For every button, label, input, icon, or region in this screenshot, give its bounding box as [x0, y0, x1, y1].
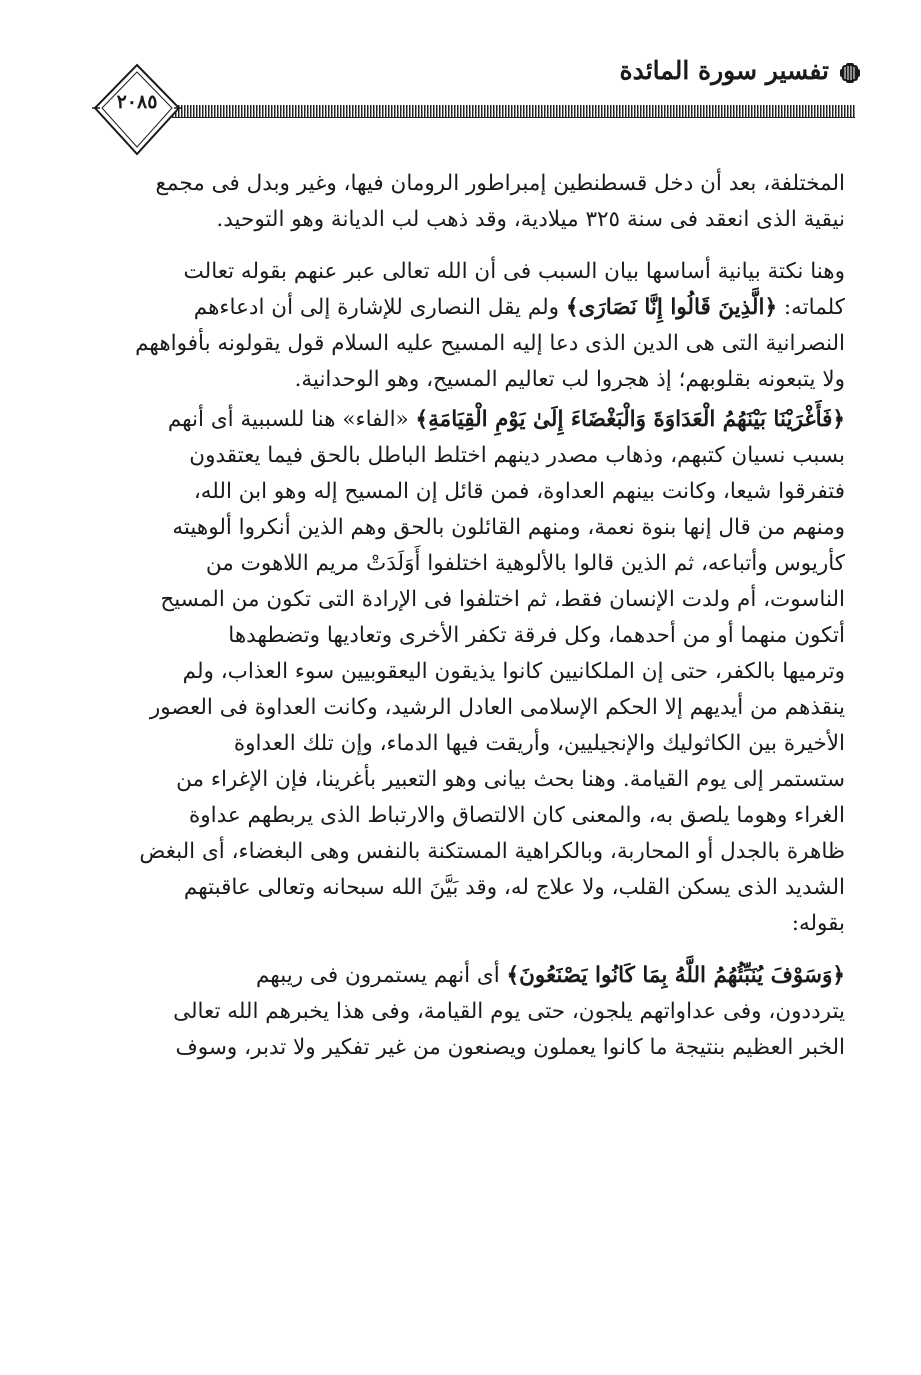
quran-verse: ﴿وَسَوْفَ يُنَبِّئُهُمُ اللَّهُ بِمَا كَانُوا يَصْنَعُونَ﴾ [506, 963, 845, 988]
text-line: الأخيرة بين الكاثوليك والإنجيليين، وأريقت فيها الدماء، وإن تلك العداوة [233, 731, 845, 756]
text-line: كأريوس وأتباعه، ثم الذين قالوا بالألوهية اختلفوا أَوَلَدَتْ مريم اللاهوت من [205, 551, 845, 576]
text-line: ستستمر إلى يوم القيامة. وهنا بحث بيانى وهو التعبير بأغرينا، فإن الإغراء من [176, 767, 845, 792]
text-line: ولا يتبعونه بقلوبهم؛ إذ هجروا لب تعاليم المسيح، وهو الوحدانية. [294, 367, 845, 392]
flower-ornament-icon [839, 62, 861, 84]
paragraph-4 [76, 958, 845, 1066]
text-line: وهنا نكتة بيانية أساسها بيان السبب فى أن الله تعالى عبر عنهم بقوله تعالت [183, 259, 845, 284]
text-line: بسبب نسيان كتبهم، وذهاب مصدر دينهم اختلط الباطل بالحق فيما يعتقدون [189, 443, 845, 468]
text-line-with-verse [76, 290, 845, 326]
text-line: النصرانية التى هى الدين الذى دعا إليه المسيح عليه السلام قول يقولونه بأفواههم [135, 331, 845, 356]
quran-verse: ﴿الَّذِينَ قَالُوا إِنَّا نَصَارَى﴾ [565, 295, 778, 320]
header-rule [172, 105, 855, 118]
text-line: ومنهم من قال إنها بنوة نعمة، ومنهم القائلون بالحق وهم الذين أنكروا ألوهيته [172, 515, 845, 540]
text-fragment: كلماته: [777, 295, 845, 320]
running-title: تفسير سورة المائدة [619, 56, 829, 85]
page-header [0, 0, 921, 160]
text-line: الغراء وهوما يلصق به، والمعنى كان الالتصاق والارتباط الذى يربطهم عداوة [188, 803, 845, 828]
text-line: الشديد الذى يسكن القلب، ولا علاج له، وقد بَيَّنَ الله سبحانه وتعالى عاقبتهم [183, 875, 845, 900]
quran-verse: ﴿فَأَغْرَيْنَا بَيْنَهُمُ الْعَدَاوَةَ وَالْبَغْضَاءَ إِلَىٰ يَوْمِ الْقِيَامَةِ﴾ [415, 407, 845, 432]
text-line: المختلفة، بعد أن دخل قسطنطين إمبراطور الرومان فيها، وغير وبدل فى مجمع [155, 171, 845, 196]
text-line: نيقية الذى انعقد فى سنة ٣٢٥ ميلادية، وقد ذهب لب الديانة وهو التوحيد. [216, 207, 845, 232]
text-line: فتفرقوا شيعا، وكانت بينهم العداوة، فمن قائل إن المسيح إله وهو ابن الله، [193, 479, 845, 504]
paragraph-2 [76, 254, 845, 398]
text-line: ظاهرة بالجدل أو المحاربة، وبالكراهية المستكنة بالنفس وهى البغضاء، أى البغض [139, 839, 845, 864]
text-line: بقوله: [791, 911, 845, 936]
main-text [76, 166, 845, 1066]
text-line: ينقذهم من أيديهم إلا الحكم الإسلامى العادل الرشيد، وكانت العداوة فى العصور [149, 695, 845, 720]
text-fragment: «الفاء» هنا للسببية أى أنهم [167, 407, 416, 432]
text-line-with-verse [76, 958, 845, 994]
text-line: الخبر العظيم بنتيجة ما كانوا يعملون ويصنعون من غير تفكير ولا تدبر، وسوف [175, 1035, 845, 1060]
text-line: وترميها بالكفر، حتى إن الملكانيين كانوا يذيقون اليعقوبيين سوء العذاب، ولم [182, 659, 845, 684]
text-line: يترددون، وفى عداواتهم يلجون، حتى يوم القيامة، وفى هذا يخبرهم الله تعالى [173, 999, 845, 1024]
text-fragment: أى أنهم يستمرون فى ريبهم [256, 963, 507, 988]
text-fragment: ولم يقل النصارى للإشارة إلى أن ادعاءهم [193, 295, 566, 320]
page-number: ٢٠٨٥ [116, 91, 158, 113]
text-line: أتكون منهما أو من أحدهما، وكل فرقة تكفر الأخرى وتعاديها وتضطهدها [228, 623, 845, 648]
text-line: الناسوت، أم ولدت الإنسان فقط، ثم اختلفوا فى الإرادة التى تكون من المسيح [160, 587, 845, 612]
paragraph-1 [76, 166, 845, 238]
text-line-with-verse [76, 402, 845, 438]
paragraph-3 [76, 402, 845, 942]
